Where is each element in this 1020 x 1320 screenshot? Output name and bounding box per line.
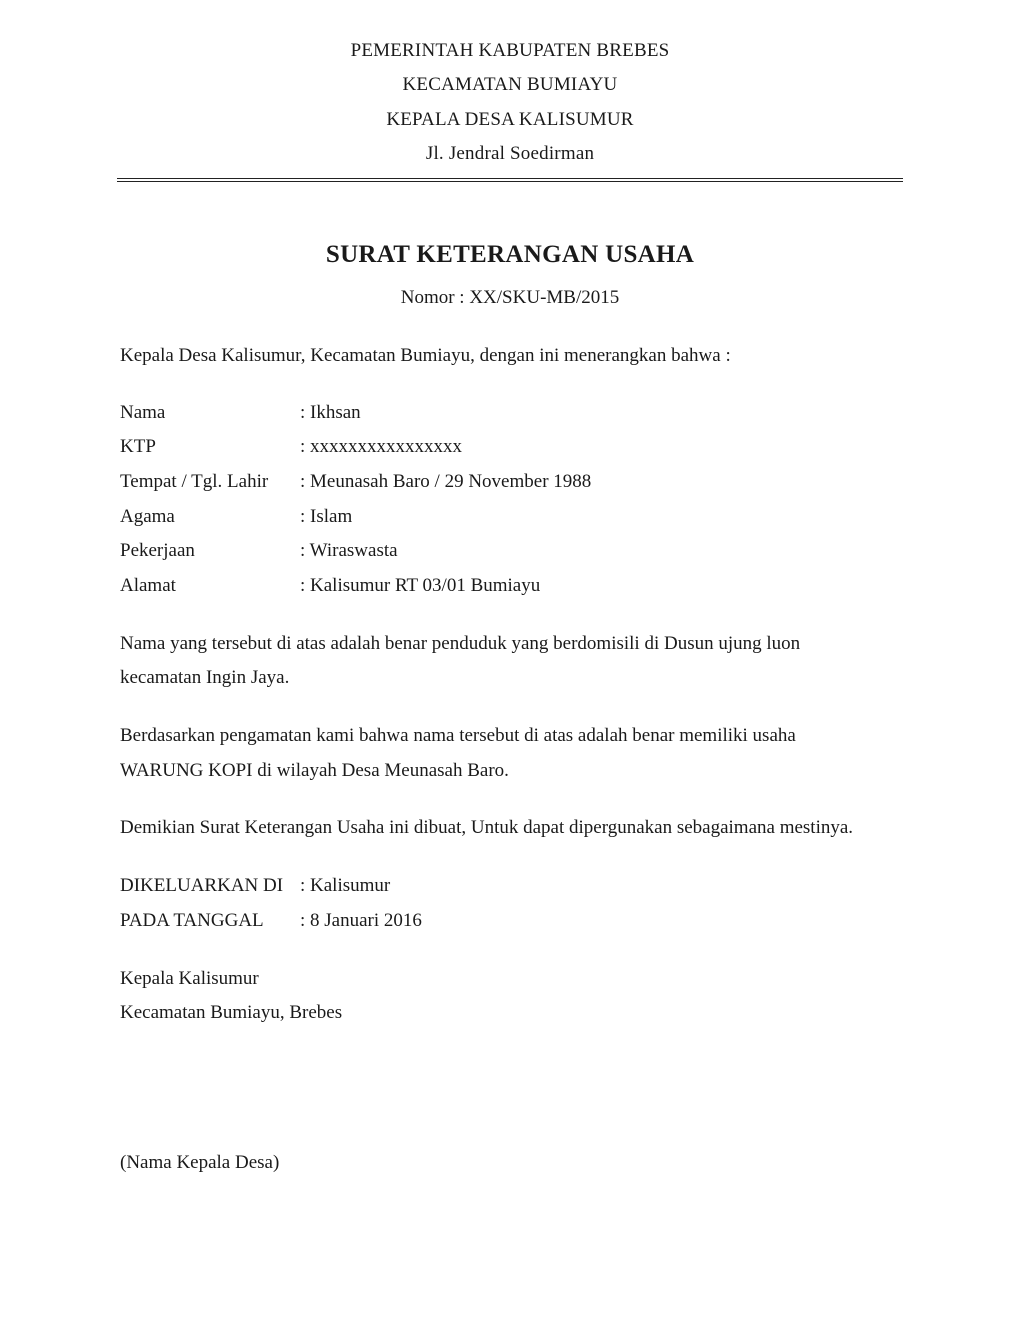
identity-label: Alamat <box>120 575 176 596</box>
identity-label: Agama <box>120 506 175 527</box>
intro-paragraph: Kepala Desa Kalisumur, Kecamatan Bumiayu, dengan ini menerangkan bahwa : <box>120 345 731 366</box>
letterhead-village-head: KEPALA DESA KALISUMUR <box>386 109 634 130</box>
domicile-paragraph-line-1: Nama yang tersebut di atas adalah benar penduduk yang berdomisili di Dusun ujung luon <box>120 633 801 654</box>
signatory-title: Kepala Kalisumur <box>120 968 259 989</box>
letterhead-government: PEMERINTAH KABUPATEN BREBES <box>350 40 670 61</box>
signatory-district: Kecamatan Bumiayu, Brebes <box>120 1002 343 1023</box>
issued-value: : Kalisumur <box>300 875 391 896</box>
identity-label: Pekerjaan <box>120 540 195 561</box>
letterhead-rule-bottom <box>117 181 903 182</box>
identity-label: Tempat / Tgl. Lahir <box>120 471 269 492</box>
identity-value: : xxxxxxxxxxxxxxxx <box>300 436 463 457</box>
issued-value: : 8 Januari 2016 <box>300 910 422 931</box>
letterhead-district: KECAMATAN BUMIAYU <box>402 74 618 95</box>
domicile-paragraph-line-2: kecamatan Ingin Jaya. <box>120 667 290 688</box>
identity-value: : Meunasah Baro / 29 November 1988 <box>300 471 592 492</box>
document-number: Nomor : XX/SKU-MB/2015 <box>400 287 620 308</box>
issued-label: PADA TANGGAL <box>120 910 264 931</box>
document-title: SURAT KETERANGAN USAHA <box>325 241 695 268</box>
identity-value: : Islam <box>300 506 353 527</box>
business-paragraph-line-1: Berdasarkan pengamatan kami bahwa nama tersebut di atas adalah benar memiliki usaha <box>120 725 796 746</box>
letterhead-address: Jl. Jendral Soedirman <box>425 143 595 164</box>
closing-paragraph: Demikian Surat Keterangan Usaha ini dibuat, Untuk dapat dipergunakan sebagaimana mestinya. <box>120 817 854 838</box>
identity-label: KTP <box>120 436 156 457</box>
identity-value: : Wiraswasta <box>300 540 398 561</box>
identity-label: Nama <box>120 402 166 423</box>
letterhead-rule-top <box>117 178 903 179</box>
signatory-name: (Nama Kepala Desa) <box>120 1152 280 1173</box>
business-paragraph-line-2: WARUNG KOPI di wilayah Desa Meunasah Baro. <box>120 760 509 781</box>
identity-value: : Kalisumur RT 03/01 Bumiayu <box>300 575 541 596</box>
identity-value: : Ikhsan <box>300 402 361 423</box>
issued-label: DIKELUARKAN DI <box>120 875 284 896</box>
